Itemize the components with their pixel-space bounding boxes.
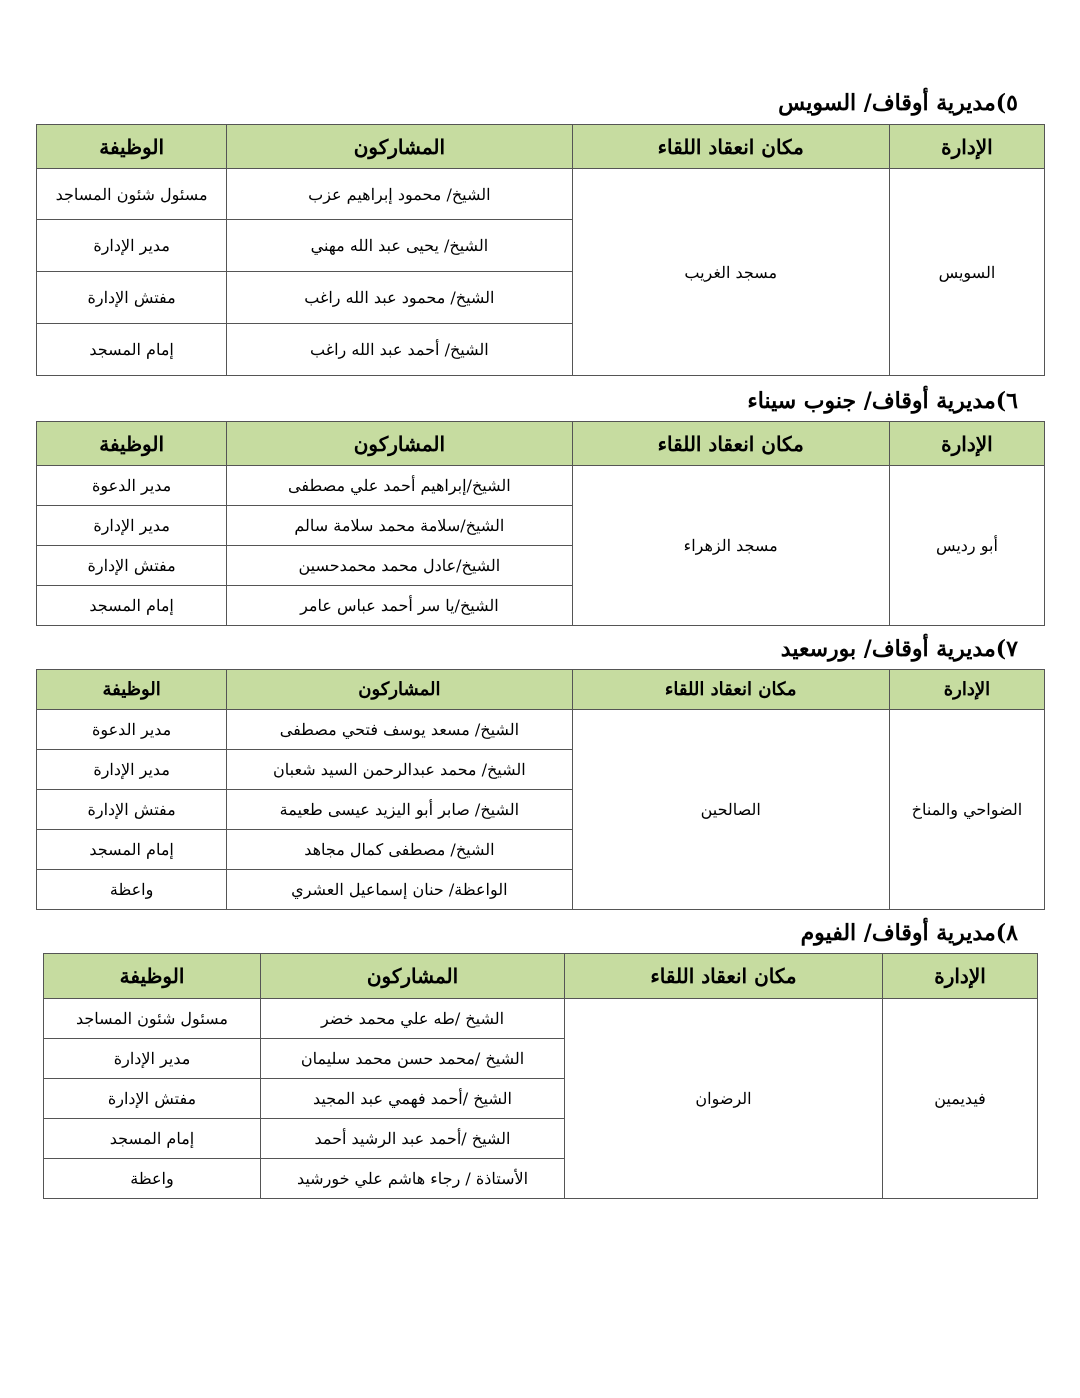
table-row (37, 169, 1045, 220)
participant-role: إمام المسجد (37, 830, 227, 870)
table-south-sinai (36, 421, 1045, 626)
participant-name: الشيخ/ أحمد عبد الله راغب (227, 324, 572, 376)
participant-role: مفتش الإدارة (37, 272, 227, 324)
header-role: الوظيفة (37, 125, 227, 169)
participant-name: الواعظة/ حنان إسماعيل العشري (227, 870, 572, 910)
venue-cell: مسجد الزهراء (572, 466, 889, 626)
section-south-sinai (747, 390, 1018, 412)
participant-role: مدير الدعوة (37, 466, 227, 506)
section-fayoum (801, 922, 1018, 944)
venue-cell: الرضوان (565, 999, 883, 1199)
participant-role: مدير الإدارة (37, 506, 227, 546)
table-row (44, 999, 1038, 1039)
header-role: الوظيفة (37, 670, 227, 710)
header-dept: الإدارة (883, 954, 1038, 999)
header-dept: الإدارة (889, 422, 1044, 466)
participant-role: مدير الإدارة (37, 750, 227, 790)
header-venue: مكان انعقاد اللقاء (572, 125, 889, 169)
table-row (37, 710, 1045, 750)
header-participants: المشاركون (227, 670, 572, 710)
section-suez (778, 92, 1018, 114)
participant-role: مسئول شئون المساجد (37, 169, 227, 220)
header-participants: المشاركون (227, 125, 572, 169)
section-title: ٧)مديرية أوقاف/ بورسعيد (780, 636, 1018, 662)
header-venue: مكان انعقاد اللقاء (565, 954, 883, 999)
participant-name: الشيخ/ محمود إبراهيم عزب (227, 169, 572, 220)
header-venue: مكان انعقاد اللقاء (572, 422, 889, 466)
table-port-said (36, 669, 1045, 910)
header-venue: مكان انعقاد اللقاء (572, 670, 889, 710)
header-role: الوظيفة (44, 954, 261, 999)
participant-name: الشيخ/ محمود عبد الله راغب (227, 272, 572, 324)
section-title: ٨)مديرية أوقاف/ الفيوم (800, 920, 1018, 946)
section-title: ٦)مديرية أوقاف/ جنوب سيناء (747, 388, 1018, 414)
table-suez (36, 124, 1045, 376)
dept-cell: أبو رديس (889, 466, 1044, 626)
participant-name: الشيخ/إبراهيم أحمد علي مصطفى (227, 466, 572, 506)
dept-cell: السويس (889, 169, 1044, 376)
participant-role: مفتش الإدارة (44, 1079, 261, 1119)
participant-name: الشيخ /أحمد فهمي عبد المجيد (261, 1079, 565, 1119)
participant-role: إمام المسجد (37, 324, 227, 376)
participant-role: مدير الدعوة (37, 710, 227, 750)
header-participants: المشاركون (227, 422, 572, 466)
participant-name: الأستاذة / رجاء هاشم علي خورشيد (261, 1159, 565, 1199)
participant-name: الشيخ /محمد حسن محمد سليمان (261, 1039, 565, 1079)
participant-role: إمام المسجد (37, 586, 227, 626)
header-role: الوظيفة (37, 422, 227, 466)
participant-name: الشيخ /أحمد عبد الرشيد أحمد (261, 1119, 565, 1159)
participant-role: واعظة (37, 870, 227, 910)
participant-role: مفتش الإدارة (37, 546, 227, 586)
participant-name: الشيخ/عادل محمد محمدحسين (227, 546, 572, 586)
header-participants: المشاركون (261, 954, 565, 999)
participant-name: الشيخ/ صابر أبو اليزيد عيسى طعيمة (227, 790, 572, 830)
section-port-said (781, 638, 1018, 660)
participant-name: الشيخ/سلامة محمد سلامة سالم (227, 506, 572, 546)
participant-role: مفتش الإدارة (37, 790, 227, 830)
participant-role: إمام المسجد (44, 1119, 261, 1159)
participant-name: الشيخ /طه علي محمد خضر (261, 999, 565, 1039)
table-fayoum (43, 953, 1038, 1199)
table-row (37, 466, 1045, 506)
participant-name: الشيخ/ محمد عبدالرحمن السيد شعبان (227, 750, 572, 790)
participant-role: مدير الإدارة (44, 1039, 261, 1079)
participant-role: مدير الإدارة (37, 220, 227, 272)
participant-role: واعظة (44, 1159, 261, 1199)
participant-role: مسئول شئون المساجد (44, 999, 261, 1039)
venue-cell: مسجد الغريب (572, 169, 889, 376)
participant-name: الشيخ/ مسعد يوسف فتحي مصطفى (227, 710, 572, 750)
dept-cell: الضواحي والمناخ (889, 710, 1044, 910)
venue-cell: الصالحين (572, 710, 889, 910)
header-dept: الإدارة (889, 125, 1044, 169)
section-title: ٥)مديرية أوقاف/ السويس (778, 90, 1018, 116)
participant-name: الشيخ/يا سر أحمد عباس عامر (227, 586, 572, 626)
participant-name: الشيخ/ يحيى عبد الله مهني (227, 220, 572, 272)
dept-cell: فيديمين (883, 999, 1038, 1199)
header-dept: الإدارة (889, 670, 1044, 710)
participant-name: الشيخ/ مصطفى كمال مجاهد (227, 830, 572, 870)
